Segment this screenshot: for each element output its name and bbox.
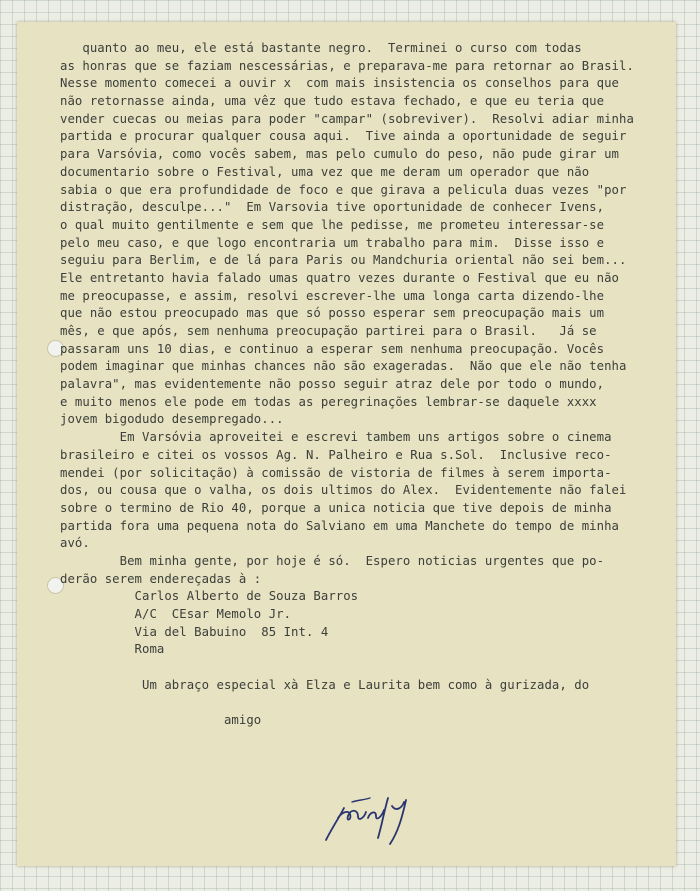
letter-line: Em Varsóvia aproveitei e escrevi tambem uns artigos sobre o cinema [60,430,612,445]
letter-body [60,40,670,730]
letter-line: para Varsóvia, como vocês sabem, mas pelo cumulo do peso, não pude girar um [60,147,620,162]
letter-line: não retornasse ainda, uma vêz que tudo estava fechado, e que eu teria que [60,94,605,109]
letter-line: sobre o termino de Rio 40, porque a unica noticia que tive depois de minha [60,500,612,515]
letter-line: Um abraço especial xà Elza e Laurita bem como à gurizada, do [60,677,590,692]
letter-line: seguiu para Berlim, e de lá para Paris ou Mandchuria oriental não sei bem... [60,253,627,268]
letter-line: partida e procurar qualquer cousa aqui. Tive ainda a oportunidade de seguir [60,129,627,144]
letter-line: Ele entretanto havia falado umas quatro vezes durante o Festival que eu não [60,270,620,285]
letter-line: distração, desculpe..." Em Varsovia tive oportunidade de conhecer Ivens, [60,200,605,215]
letter-line: palavra", mas evidentemente não posso seguir atraz dele por todo o mundo, [60,377,605,392]
letter-line [60,694,670,712]
letter-line [60,659,670,677]
letter-line: Nesse momento comecei a ouvir x com mais insistencia os conselhos para que [60,76,620,91]
letter-line: mendei (por solicitação) à comissão de vistoria de filmes à serem importa- [60,465,612,480]
letter-line: Bem minha gente, por hoje é só. Espero noticias urgentes que po- [60,553,605,568]
letter-line: passaram uns 10 dias, e continuo a esperar sem nenhuma preocupação. Vocês [60,341,605,356]
letter-line: documentario sobre o Festival, uma vez que me deram um operador que não [60,164,590,179]
letter-line: avó. [60,536,90,551]
letter-line: quanto ao meu, ele está bastante negro. Terminei o curso com todas [60,41,582,55]
letter-line: me preocupasse, e assim, resolvi escrever-lhe uma longa carta dizendo-lhe [60,288,605,303]
letter-line: brasileiro e citei os vossos Ag. N. Palheiro e Rua s.Sol. Inclusive reco- [60,447,612,462]
letter-line: Roma [60,642,165,657]
letter-line: as honras que se faziam nescessárias, e preparava-me para retornar ao Brasil. [60,58,634,73]
letter-line: o qual muito gentilmente e sem que lhe pedisse, me prometeu interessar-se [60,217,605,232]
letter-line: A/C CEsar Memolo Jr. [60,607,292,621]
letter-line: e muito menos ele pode em todas as peregrinações lembrar-se daquele xxxx [60,394,597,409]
letter-line: Via del Babuino 85 Int. 4 [60,624,329,639]
letter-line: que não estou preocupado mas que só posso esperar sem preocupação mais um [60,306,605,321]
letter-line: dos, ou cousa que o valha, os dois ultimos do Alex. Evidentemente não falei [60,483,627,498]
letter-line: jovem bigodudo desempregado... [60,412,284,427]
letter-line: mês, e que após, sem nenhuma preocupação partirei para o Brasil. Já se [60,324,597,338]
letter-line: derão serem endereçadas à : [60,571,262,586]
letter-line: vender cuecas ou meias para poder "campar" (sobreviver). Resolvi adiar minha [60,111,634,126]
letter-line: amigo [60,713,262,728]
letter-line: partida fora uma pequena nota do Salviano em uma Manchete do tempo de minha [60,518,620,533]
letter-line: pelo meu caso, e que logo encontraria um trabalho para mim. Disse isso e [60,235,605,250]
letter-line: podem imaginar que minhas chances não são exageradas. Não que ele não tenha [60,359,627,374]
handwritten-signature [318,788,438,848]
letter-line: Carlos Alberto de Souza Barros [60,589,359,604]
letter-line: sabia o que era profundidade de foco e que girava a pelicula duas vezes "por [60,182,627,197]
